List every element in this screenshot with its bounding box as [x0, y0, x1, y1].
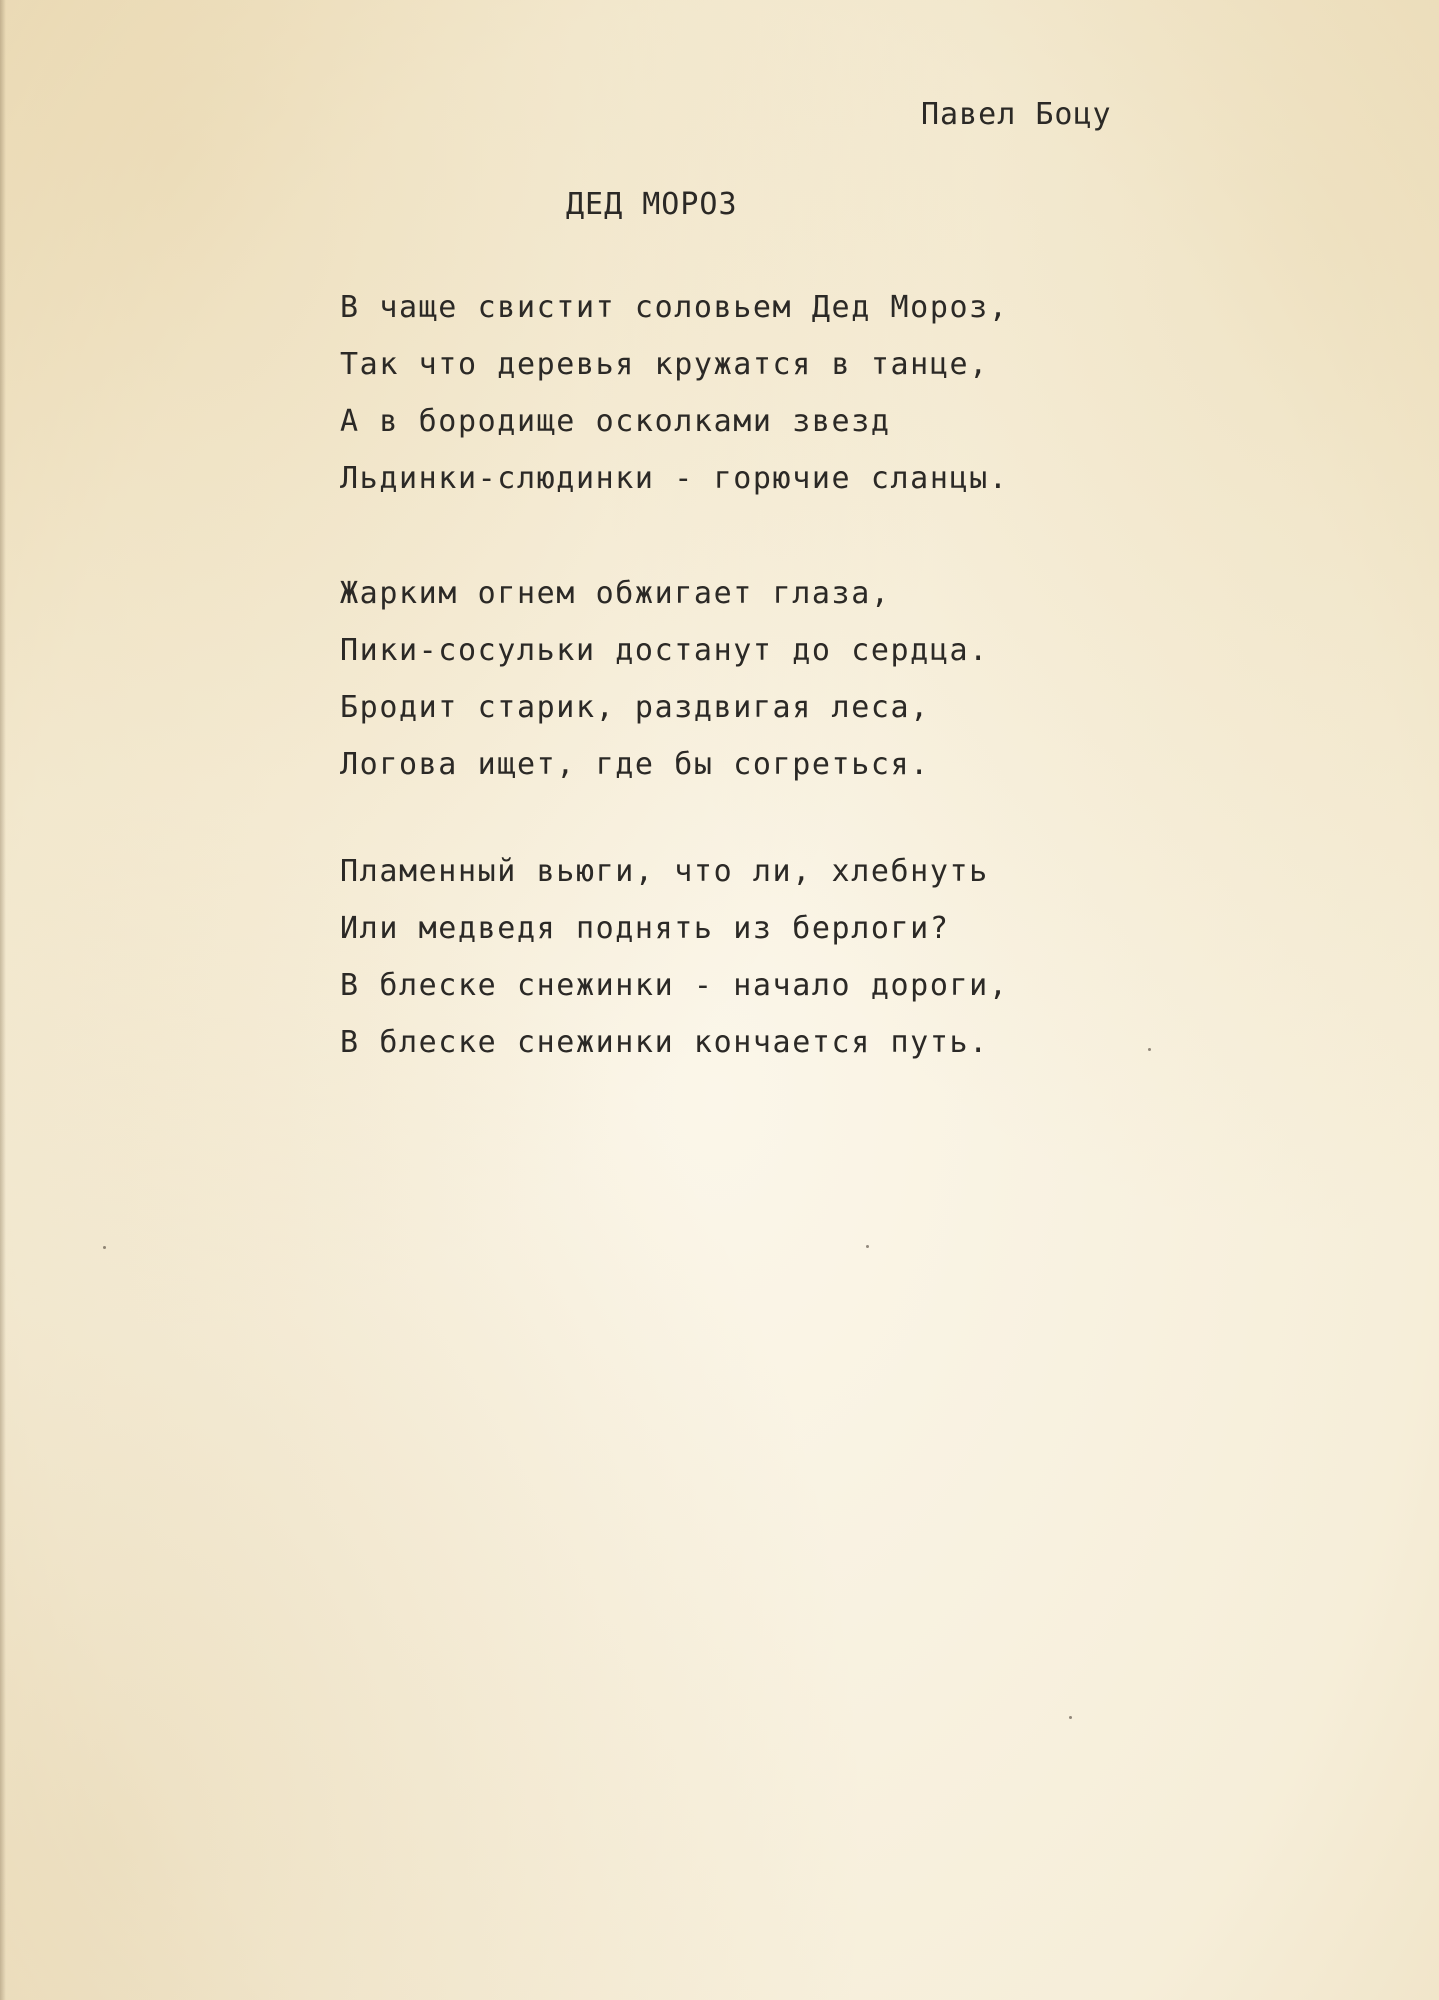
- poem-line: В блеске снежинки кончается путь.: [340, 1025, 989, 1060]
- poem-line: Или медведя поднять из берлоги?: [340, 911, 950, 946]
- poem-title: ДЕД МОРОЗ: [566, 187, 738, 222]
- paper-speck: [1069, 1716, 1072, 1719]
- paper-speck: [103, 1246, 106, 1249]
- poem-line: Бродит старик, раздвигая леса,: [340, 690, 930, 725]
- poem-line: Льдинки-слюдинки - горючие сланцы.: [340, 461, 1009, 496]
- stanza-3: [340, 843, 1009, 1071]
- poem-line: Пики-сосульки достанут до сердца.: [340, 633, 989, 668]
- poem-line: Так что деревья кружатся в танце,: [340, 347, 989, 382]
- stanza-2: [340, 565, 989, 793]
- poem-line: Пламенный вьюги, что ли, хлебнуть: [340, 854, 989, 889]
- poem-line: Логова ищет, где бы согреться.: [340, 747, 930, 782]
- stanza-1: [340, 279, 1009, 507]
- poem-line: А в бородище осколками звезд: [340, 404, 891, 439]
- author-name: Павел Боцу: [921, 97, 1112, 132]
- paper-speck: [866, 1245, 869, 1248]
- poem-line: Жарким огнем обжигает глаза,: [340, 576, 891, 611]
- paper-edge-shadow: [0, 0, 6, 2000]
- poem-line: В блеске снежинки - начало дороги,: [340, 968, 1009, 1003]
- poem-line: В чаще свистит соловьем Дед Мороз,: [340, 290, 1009, 325]
- paper-speck: [1148, 1048, 1151, 1051]
